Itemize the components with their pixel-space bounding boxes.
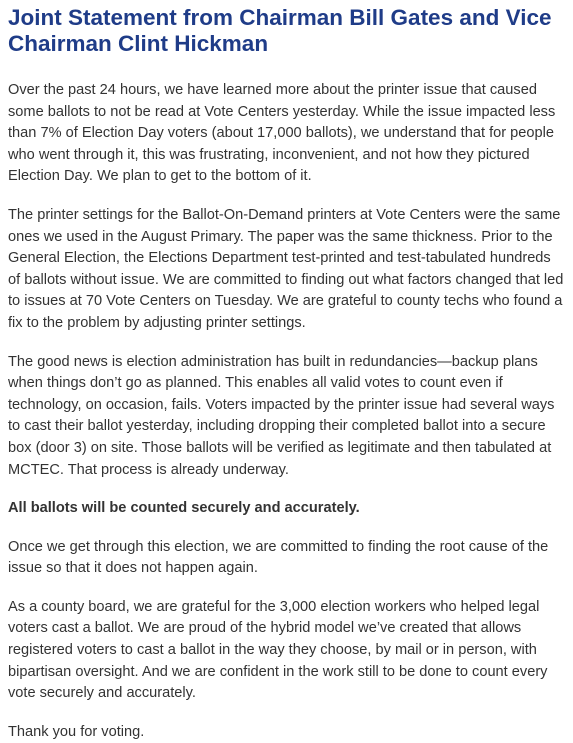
- paragraph-county-board: As a county board, we are grateful for the 3,000 election workers who helped legal voters cast a ballot. We are proud of the hybrid model we’ve created that allows registered voters to cast a ballot in the way they choose, by mail or in person, with bipartisan oversight. And we are confident in the work still to be done to count every vote securely and accurately.: [8, 598, 548, 702]
- paragraph-thank-you: Thank you for voting.: [8, 723, 145, 740]
- paragraph-redundancies: The good news is election administration has built in redundancies—backup plans when things don’t go as planned. This enables all valid votes to count even if technology, on occasion, fails. Voters impacted by the printer issue had several ways to cast their ballot yesterday, including dropping their completed ballot into a secure box (door 3) on site. Those ballots will be verified as legitimate and then tabulated at MCTEC. That process is already underway.: [8, 353, 555, 478]
- paragraph-root-cause: Once we get through this election, we are committed to finding the root cause of the issue so that it does not happen again.: [8, 538, 549, 577]
- paragraph-all-ballots-counted: All ballots will be counted securely and accurately.: [8, 500, 360, 517]
- paragraph-printer-issue: Over the past 24 hours, we have learned more about the printer issue that caused some ballots to not be read at Vote Centers yesterday. While the issue impacted less than 7% of Election Day voters (about 17,000 ballots), we understand that for people who went through it, this was frustrating, inconvenient, and not how they pictured Election Day. We plan to get to the bottom of it.: [8, 82, 556, 185]
- paragraph-printer-settings: The printer settings for the Ballot-On-Demand printers at Vote Centers were the same ones we used in the August Primary. The paper was the same thickness. Prior to the General Election, the Elections Department test-printed and test-tabulated hundreds of ballots without issue. We are committed to finding out what factors changed that led to issues at 70 Vote Centers on Tuesday. We are grateful to county techs who found a fix to the problem by adjusting printer settings.: [8, 206, 564, 331]
- statement-title: Joint Statement from Chairman Bill Gates and Vice Chairman Clint Hickman: [8, 5, 552, 56]
